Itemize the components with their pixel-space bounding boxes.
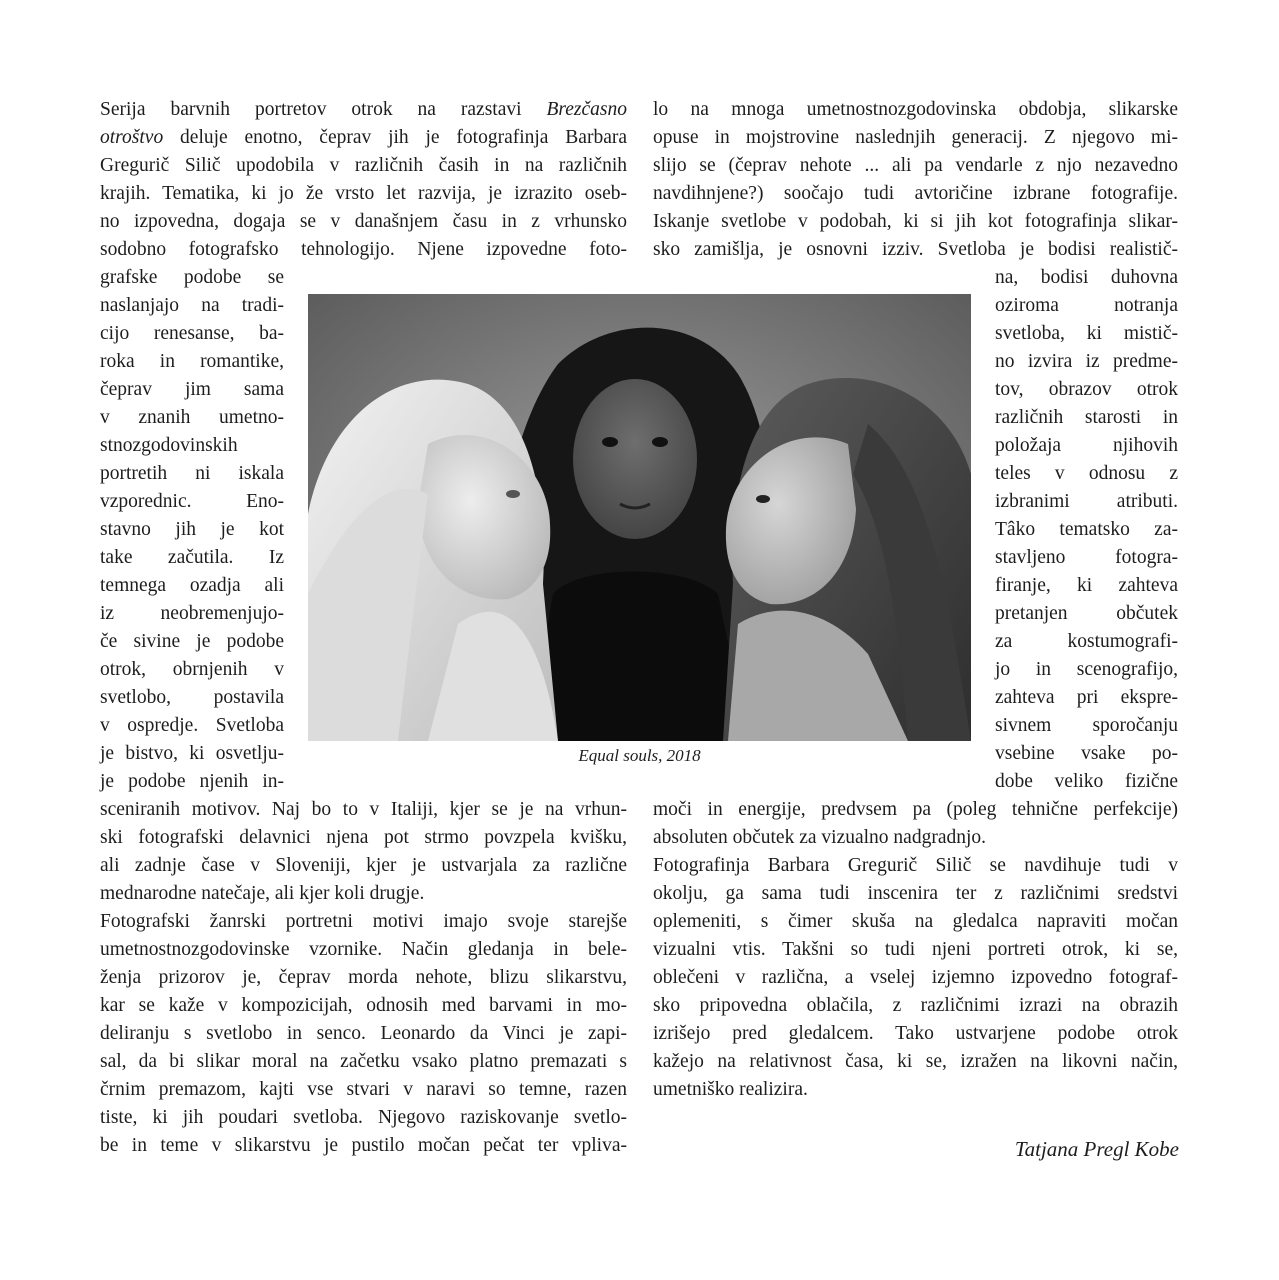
text-line: svetlobo, postavila	[100, 687, 284, 708]
text-line: čeprav jim sama	[100, 379, 284, 400]
photo-caption: Equal souls, 2018	[578, 746, 701, 765]
text-line: sal, da bi slikar moral na začetku vsako platno premazati s	[100, 1051, 627, 1072]
text-line: Tâko tematsko za-	[995, 519, 1178, 540]
text-line: v ospredje. Svetloba	[100, 715, 284, 736]
text-line: na, bodisi duhovna	[995, 267, 1178, 288]
text-line: teles v odnosu z	[995, 463, 1178, 484]
text-line: stavno jih je kot	[100, 519, 284, 540]
text-line: ski fotografski delavnici njena pot strmo povzpela kvišku,	[100, 827, 627, 848]
text-line: pretanjen občutek	[995, 603, 1178, 624]
text-line: sivnem sporočanju	[995, 715, 1178, 736]
text-line: vsebine vsake po-	[995, 743, 1178, 764]
text-line: naslanjajo na tradi-	[100, 295, 284, 316]
text-line: Fotografski žanrski portretni motivi imajo svoje starejše	[100, 911, 627, 932]
text-line: otrok, obrnjenih v	[100, 659, 284, 680]
text-line: iz neobremenjujo-	[100, 603, 284, 624]
text-line: je podobe njenih in-	[100, 771, 284, 792]
text-line: moči in energije, predvsem pa (poleg tehnične perfekcije)	[653, 799, 1178, 820]
text-line: ženja prizorov je, čeprav morda nehote, blizu slikarstvu,	[100, 967, 627, 988]
text-line: slijo se (čeprav nehote ... ali pa vendarle z njo nezavedno	[653, 155, 1178, 176]
text-line: tiste, ki jih poudari svetloba. Njegovo raziskovanje svetlo-	[100, 1107, 627, 1128]
text-line: sceniranih motivov. Naj bo to v Italiji, kjer se je na vrhun-	[100, 799, 627, 820]
text-line: roka in romantike,	[100, 351, 284, 372]
text-line: kar se kaže v kompozicijah, odnosih med barvami in mo-	[100, 995, 627, 1016]
text-line: grafske podobe se	[100, 267, 284, 288]
text-line: oblečeni v različna, a vselej izjemno izpovedno fotograf-	[653, 967, 1178, 988]
text-line: izbranimi atributi.	[995, 491, 1178, 512]
text-line: jo in scenografijo,	[995, 659, 1178, 680]
text-line: dobe veliko fizične	[995, 771, 1178, 792]
text-line: otroštvo deluje enotno, čeprav jih je fotografinja Barbara	[100, 127, 628, 148]
text-line: take začutila. Iz	[100, 547, 284, 568]
text-line: stnozgodovinskih	[100, 435, 238, 456]
text-line: v znanih umetno-	[100, 407, 284, 428]
text-line: sko zamišlja, je osnovni izziv. Svetloba je bodisi realistič-	[653, 239, 1178, 260]
text-line: vizualni vtis. Takšni so tudi njeni portreti otrok, ki se,	[653, 939, 1178, 960]
text-line: temnega ozadja ali	[100, 575, 284, 596]
text-line: opuse in mojstrovine naslednjih generacij. Z njegovo mi-	[653, 127, 1178, 148]
text-line: sko pripovedna oblačila, z različnimi izrazi na obrazih	[653, 995, 1178, 1016]
text-line: umetnostnozgodovinske vzornike. Način gledanja in bele-	[100, 939, 627, 960]
text-line: firanje, ki zahteva	[995, 575, 1178, 596]
text-line: absoluten občutek za vizualno nadgradnjo.	[653, 827, 987, 848]
text-line: izrišejo pred gledalcem. Tako ustvarjene podobe otrok	[653, 1023, 1178, 1044]
text-line: zahteva pri ekspre-	[995, 687, 1178, 708]
text-line: oziroma notranja	[995, 295, 1178, 316]
text-line: krajih. Tematika, ki jo že vrsto let razvija, je izrazito oseb-	[100, 183, 627, 204]
text-line: položaja njihovih	[995, 435, 1178, 456]
text-line: Fotografinja Barbara Gregurič Silič se navdihuje tudi v	[653, 855, 1178, 876]
text-line: portretih ni iskala	[100, 463, 284, 484]
text-line: sodobno fotografsko tehnologijo. Njene izpovedne foto-	[100, 239, 627, 260]
text-line: različnih starosti in	[995, 407, 1178, 428]
text-line: be in teme v slikarstvu je pustilo močan pečat ter vpliva-	[100, 1135, 627, 1156]
text-line: je bistvo, ki osvetlju-	[100, 743, 284, 764]
text-line: okolju, ga sama tudi inscenira ter z različnimi sredstvi	[653, 883, 1178, 904]
text-line: za kostumografi-	[995, 631, 1178, 652]
author-signature: Tatjana Pregl Kobe	[1014, 1137, 1179, 1161]
right-girl	[723, 378, 971, 741]
text-line: črnim premazom, kajti vse stvari v naravi so temne, razen	[100, 1079, 627, 1100]
text-line: navdihnjene?) soočajo tudi avtoričine izbrane fotografije.	[653, 183, 1178, 204]
text-line: Gregurič Silič upodobila v različnih časih in na različnih	[100, 155, 627, 176]
text-line: mednarodne natečaje, ali kjer koli drugje.	[100, 883, 425, 904]
text-line: vzporednic. Eno-	[100, 491, 284, 512]
text-line: svetloba, ki mistič-	[995, 323, 1178, 344]
text-line: stavljeno fotogra-	[995, 547, 1178, 568]
text-line: cijo renesanse, ba-	[100, 323, 284, 344]
text-line: no izpovedna, dogaja se v današnjem času in z vrhunsko	[100, 211, 627, 232]
text-line: no izvira iz predme-	[995, 351, 1178, 372]
text-line: Serija barvnih portretov otrok na razstavi Brezčasno	[100, 99, 628, 120]
text-line: če sivine je podobe	[100, 631, 284, 652]
text-line: oplemeniti, s čimer skuša na gledalca napraviti močan	[653, 911, 1178, 932]
text-line: kažejo na relativnost časa, ki se, izražen na likovni način,	[653, 1051, 1178, 1072]
text-line: umetniško realizira.	[653, 1079, 808, 1100]
text-line: deliranju s svetlobo in senco. Leonardo da Vinci je zapi-	[100, 1023, 627, 1044]
text-line: tov, obrazov otrok	[995, 379, 1178, 400]
text-line: lo na mnoga umetnostnozgodovinska obdobja, slikarske	[653, 99, 1178, 120]
text-line: Iskanje svetlobe v podobah, ki si jih kot fotografinja slikar-	[653, 211, 1178, 232]
portrait-photo	[308, 294, 971, 741]
text-line: ali zadnje čase v Sloveniji, kjer je ustvarjala za različne	[100, 855, 627, 876]
